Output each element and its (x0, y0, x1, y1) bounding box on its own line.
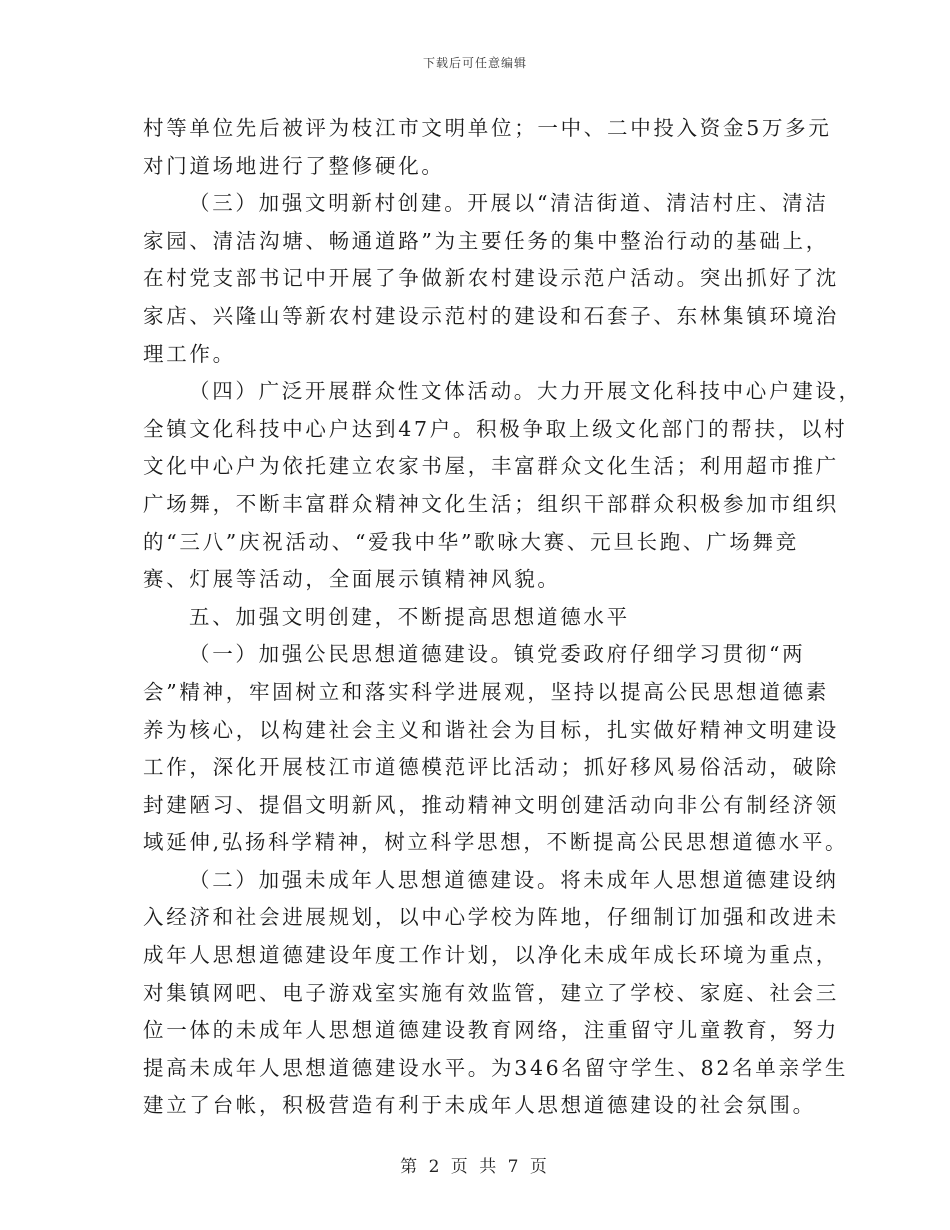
text-line: 入经济和社会进展规划，以中心学校为阵地，仔细制订加强和改进未 (143, 905, 839, 930)
text-line: 工作，深化开展枝江市道德模范评比活动；抓好移风易俗活动，破除 (143, 755, 839, 780)
text-line: 提高未成年人思想道德建设水平。为346名留守学生、82名单亲学生 (143, 1055, 849, 1080)
text-line: 对门道场地进行了整修硬化。 (143, 153, 445, 178)
text-line: 会”精神，牢固树立和落实科学进展观，坚持以提高公民思想道德素 (143, 679, 829, 704)
text-line: 养为核心，以构建社会主义和谐社会为目标，扎实做好精神文明建设 (143, 717, 839, 742)
text-line: 成年人思想道德建设年度工作计划，以净化未成年成长环境为重点， (143, 943, 839, 968)
text-line: 对集镇网吧、电子游戏室实施有效监管，建立了学校、家庭、社会三 (143, 980, 839, 1005)
text-line: 家园、清洁沟塘、畅通道路”为主要任务的集中整治行动的基础上， (143, 228, 829, 253)
text-line: 家店、兴隆山等新农村建设示范村的建设和石套子、东林集镇环境治 (143, 303, 839, 328)
text-line: 位一体的未成年人思想道德建设教育网络，注重留守儿童教育，努力 (143, 1018, 839, 1043)
text-line: 全镇文化科技中心户达到47户。积极争取上级文化部门的帮扶，以村 (143, 416, 848, 441)
text-line: 的“三八”庆祝活动、“爱我中华”歌咏大赛、元旦长跑、广场舞竞 (143, 529, 799, 554)
text-line: 理工作。 (143, 341, 236, 366)
text-line: 在村党支部书记中开展了争做新农村建设示范户活动。突出抓好了沈 (143, 266, 839, 291)
text-line: 广场舞，不断丰富群众精神文化生活；组织干部群众积极参加市组织 (143, 491, 839, 516)
text-line: 村等单位先后被评为枝江市文明单位；一中、二中投入资金5万多元 (143, 116, 832, 140)
paragraph-start-line: （四）广泛开展群众性文体活动。大力开展文化科技中心户建设， (189, 379, 862, 404)
text-line: 封建陋习、提倡文明新风，推动精神文明创建活动向非公有制经济领 (143, 792, 839, 817)
paragraph-start-line: （三）加强文明新村创建。开展以“清洁街道、清洁村庄、清洁 (189, 191, 829, 216)
page-number-footer: 第 2 页 共 7 页 (400, 1157, 550, 1177)
text-line: 域延伸,弘扬科学精神，树立科学思想，不断提高公民思想道德水平。 (143, 830, 849, 855)
text-line: 赛、灯展等活动，全面展示镇精神风貌。 (143, 567, 561, 592)
paragraph-start-line: （一）加强公民思想道德建设。镇党委政府仔细学习贯彻“两 (189, 642, 806, 667)
section-heading: 五、加强文明创建，不断提高思想道德水平 (189, 604, 630, 629)
document-body (143, 110, 862, 1125)
text-line: 建立了台帐，积极营造有利于未成年人思想道德建设的社会氛围。 (143, 1093, 816, 1118)
text-line: 文化中心户为依托建立农家书屋，丰富群众文化生活；利用超市推广 (143, 454, 839, 479)
paragraph-start-line: （二）加强未成年人思想道德建设。将未成年人思想道德建设纳 (189, 867, 839, 892)
page-header: 下载后可任意编辑 (422, 56, 527, 70)
